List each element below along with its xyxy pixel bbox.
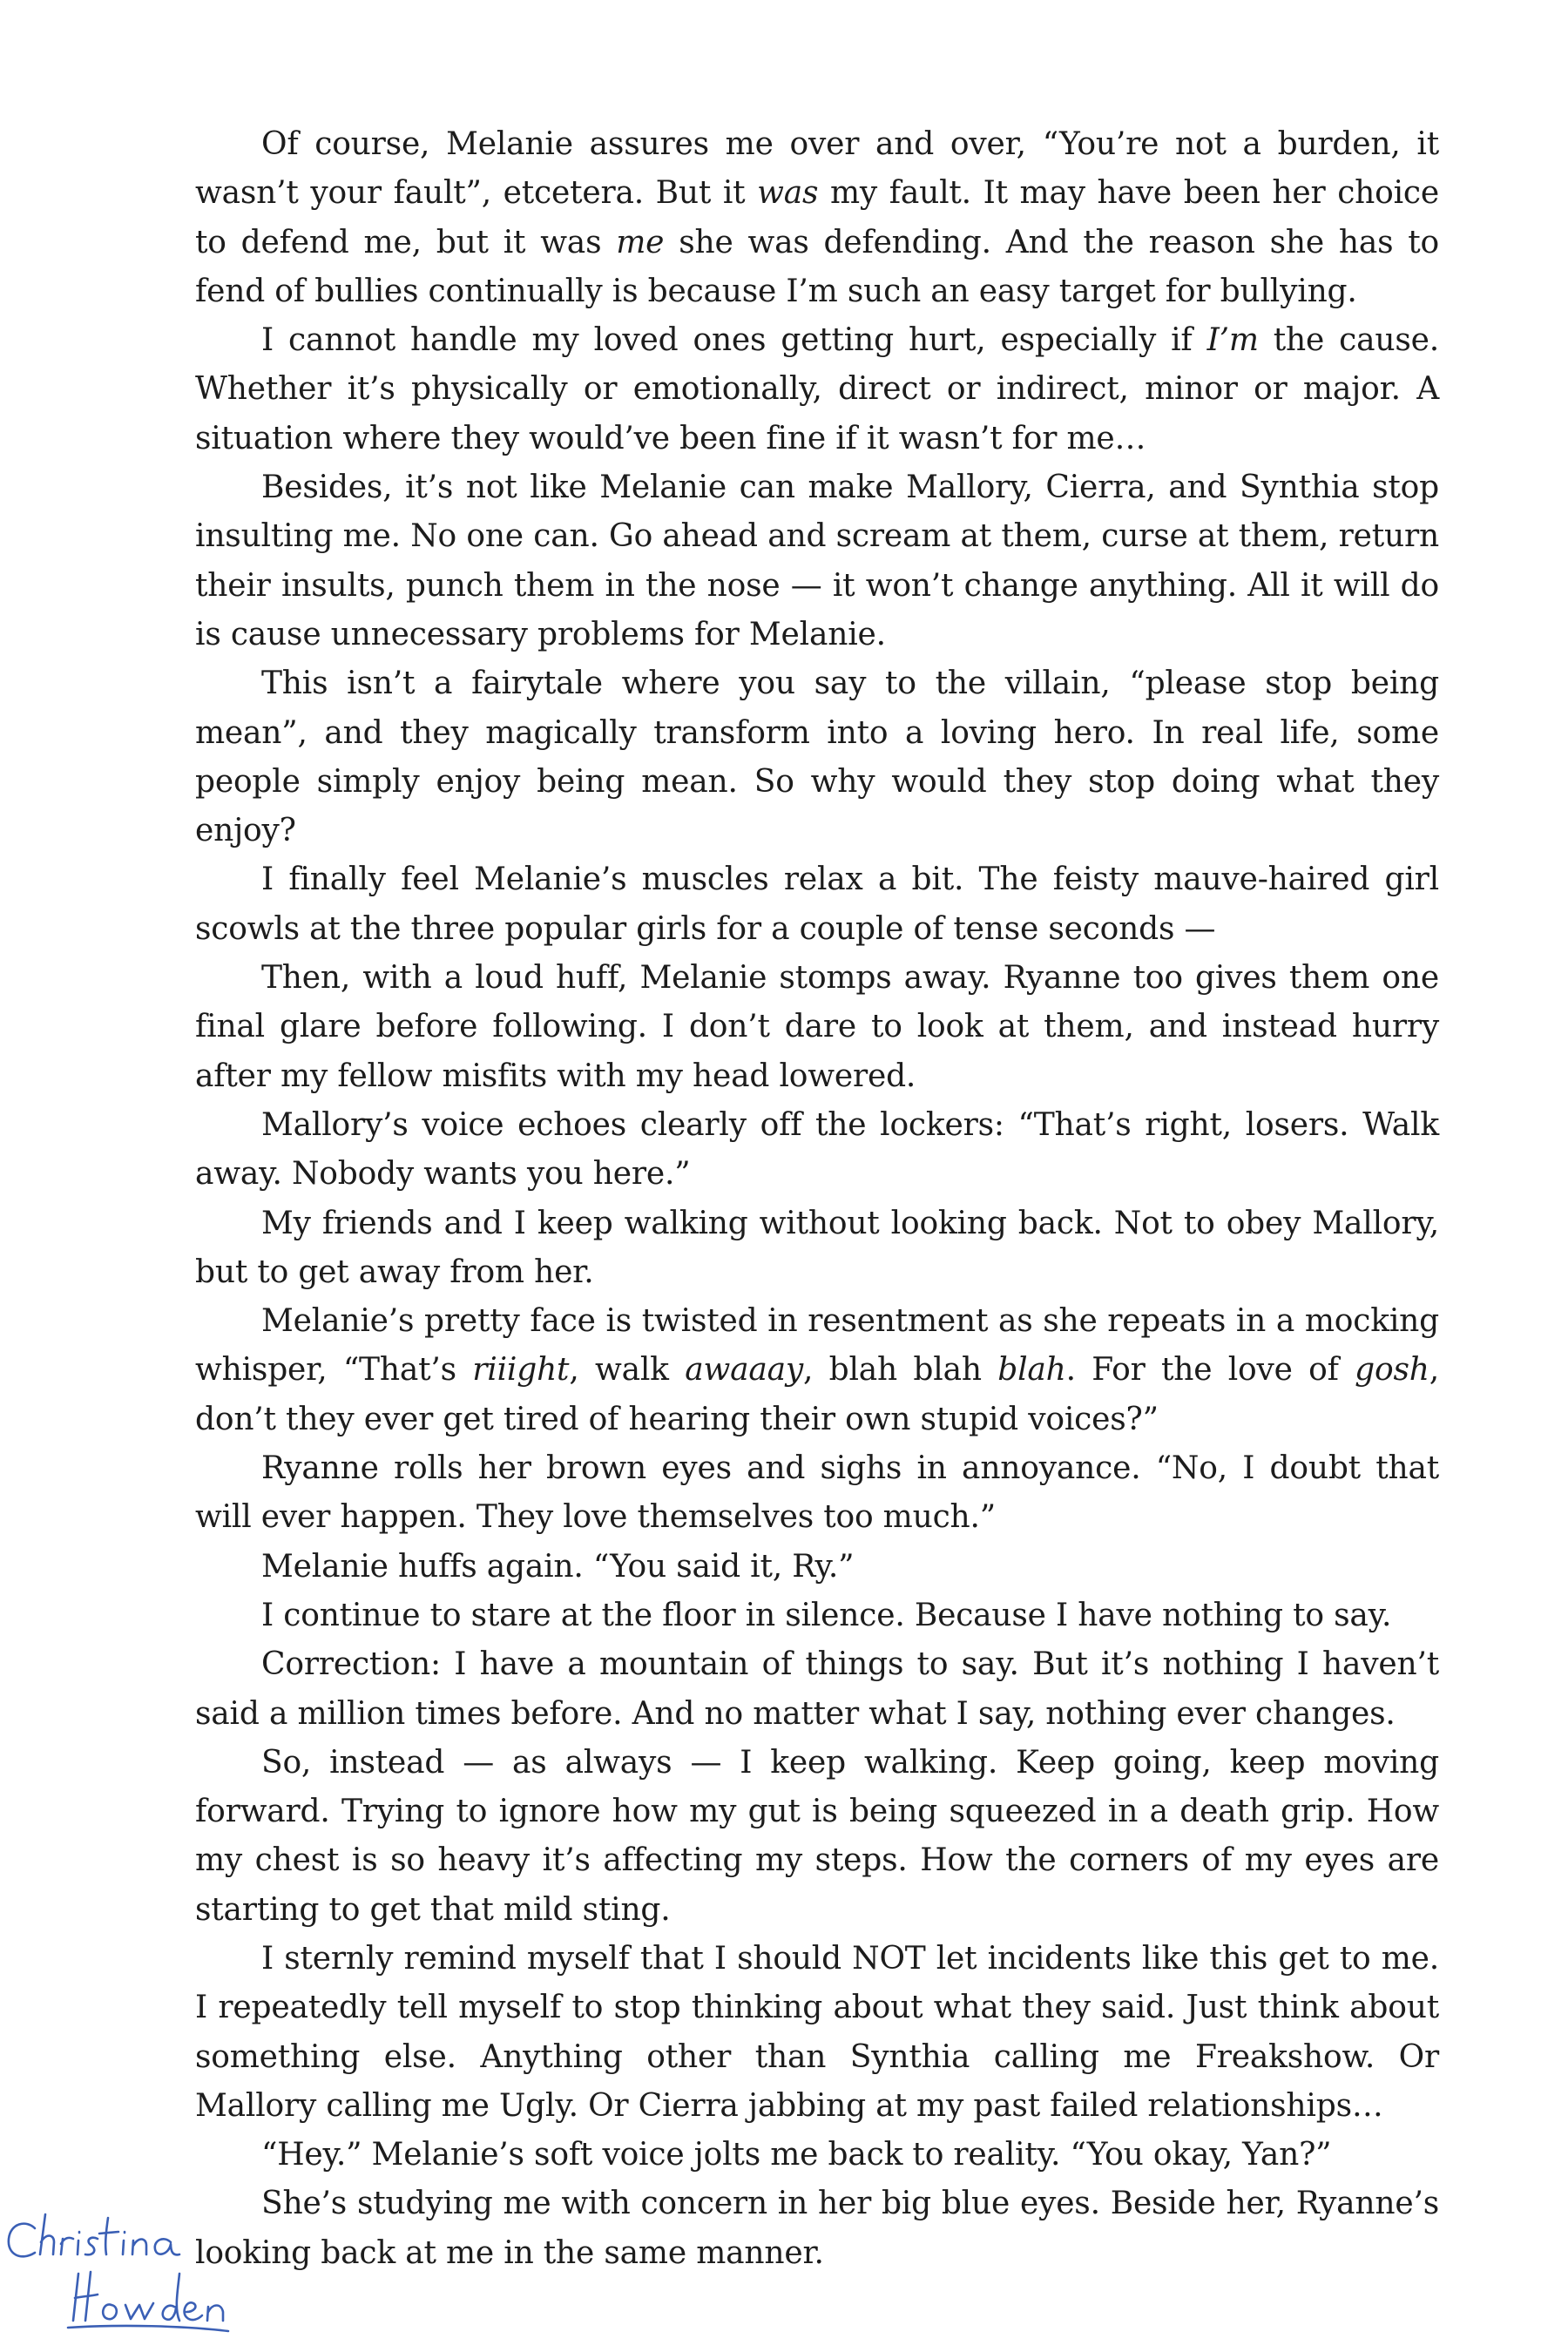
body-paragraph xyxy=(195,1444,1439,1543)
paragraph-text: Mallory’s voice echoes clearly off the lockers: “That’s right, losers. Walk away. Nobody wants you here.” xyxy=(195,1106,1439,1193)
paragraph-text: I finally feel Melanie’s muscles relax a bit. The feisty mauve-haired girl scowls at the three popular girls for a couple of tense seconds — xyxy=(195,862,1439,947)
paragraph-text: Besides, it’s not like Melanie can make Mallory, Cierra, and Synthia stop insulting me. No one can. Go ahead and scream at them, curse at them, return their insults, punch them in the nose — it won’t change anything. All it will do is cause unnecessary problems for Melanie. xyxy=(195,470,1439,652)
body-paragraph xyxy=(195,1101,1439,1200)
body-paragraph xyxy=(195,1200,1439,1298)
paragraph-text: Ryanne rolls her brown eyes and sighs in annoyance. “No, I doubt that will ever happen. They love themselves too much.” xyxy=(195,1450,1439,1536)
body-paragraph xyxy=(195,954,1439,1101)
paragraph-text: I continue to stare at the floor in silence. Because I have nothing to say. xyxy=(261,1597,1392,1633)
paragraph-text: the cause. Whether it’s physically or emotionally, direct or indirect, minor or major. A situation where they would’ve been fine if it wasn’t for me… xyxy=(195,322,1439,456)
body-paragraph xyxy=(195,2131,1439,2180)
body-paragraph xyxy=(195,1935,1439,2131)
paragraph-text: I sternly remind myself that I should NOT let incidents like this get to me. I repeatedly tell myself to stop thinking about what they said. Just think about something else. Anything other than Synthia calling me Freakshow. Or Mallory calling me Ugly. Or Cierra jabbing at my past failed relationships… xyxy=(195,1940,1439,2124)
body-paragraph xyxy=(195,1739,1439,1935)
paragraph-text: Then, with a loud huff, Melanie stomps away. Ryanne too gives them one final glare before following. I don’t dare to look at them, and instead hurry after my fellow misfits with my head lowered. xyxy=(195,960,1439,1094)
book-page-text xyxy=(195,120,1439,2278)
body-paragraph xyxy=(195,1640,1439,1739)
body-paragraph xyxy=(195,316,1439,463)
body-paragraph xyxy=(195,855,1439,954)
paragraph-text: “Hey.” Melanie’s soft voice jolts me back to reality. “You okay, Yan?” xyxy=(261,2137,1332,2173)
paragraph-text: I cannot handle my loved ones getting hurt, especially if xyxy=(261,322,1207,359)
italic-text: was xyxy=(757,175,819,212)
paragraph-text: , walk xyxy=(569,1352,686,1389)
paragraph-text: Melanie’s pretty face is twisted in resentment as she repeats in a mocking whisper, “That’s xyxy=(195,1303,1439,1389)
paragraph-text: she was defending. And the reason she has to fend of bullies continually is because I’m such an easy target for bullying. xyxy=(195,224,1439,309)
body-paragraph xyxy=(195,1543,1439,1592)
paragraph-text: So, instead — as always — I keep walking. Keep going, keep moving forward. Trying to ignore how my gut is being squeezed in a death grip. How my chest is so heavy it’s affecting my steps. How the corners of my eyes are starting to get that mild sting. xyxy=(195,1744,1439,1928)
paragraph-text: my fault. It may have been her choice to defend me, but it was xyxy=(195,175,1440,260)
body-paragraph xyxy=(195,1297,1439,1444)
body-paragraph xyxy=(195,120,1439,316)
paragraph-text: . For the love of xyxy=(1065,1352,1355,1389)
body-paragraph xyxy=(195,659,1439,855)
paragraph-text: She’s studying me with concern in her big blue eyes. Beside her, Ryanne’s looking back at me in the same manner. xyxy=(195,2186,1439,2271)
body-paragraph xyxy=(195,1592,1439,1640)
italic-text: I’m xyxy=(1206,322,1259,359)
italic-text: riiight xyxy=(472,1352,570,1389)
paragraph-text: This isn’t a fairytale where you say to the villain, “please stop being mean”, and they magically transform into a loving hero. In real life, some people simply enjoy being mean. So why would they stop doing what they enjoy? xyxy=(195,666,1439,849)
paragraph-text: Melanie huffs again. “You said it, Ry.” xyxy=(261,1548,855,1585)
body-paragraph xyxy=(195,463,1439,659)
paragraph-text: Of course, Melanie assures me over and over, “You’re not a burden, it wasn’t your fault”, etcetera. But it xyxy=(195,126,1439,212)
italic-text: gosh xyxy=(1355,1352,1429,1389)
paragraph-text: , don’t they ever get tired of hearing their own stupid voices?” xyxy=(195,1352,1439,1437)
paragraph-text: , blah blah xyxy=(803,1352,998,1389)
paragraph-text: Correction: I have a mountain of things to say. But it’s nothing I haven’t said a million times before. And no matter what I say, nothing ever changes. xyxy=(195,1646,1439,1732)
body-paragraph xyxy=(195,2180,1439,2278)
italic-text: blah xyxy=(997,1352,1066,1389)
italic-text: awaaay xyxy=(685,1352,803,1389)
italic-text: me xyxy=(616,224,665,260)
handwritten-signature xyxy=(0,2204,279,2343)
paragraph-text: My friends and I keep walking without looking back. Not to obey Mallory, but to get away from her. xyxy=(195,1205,1439,1290)
